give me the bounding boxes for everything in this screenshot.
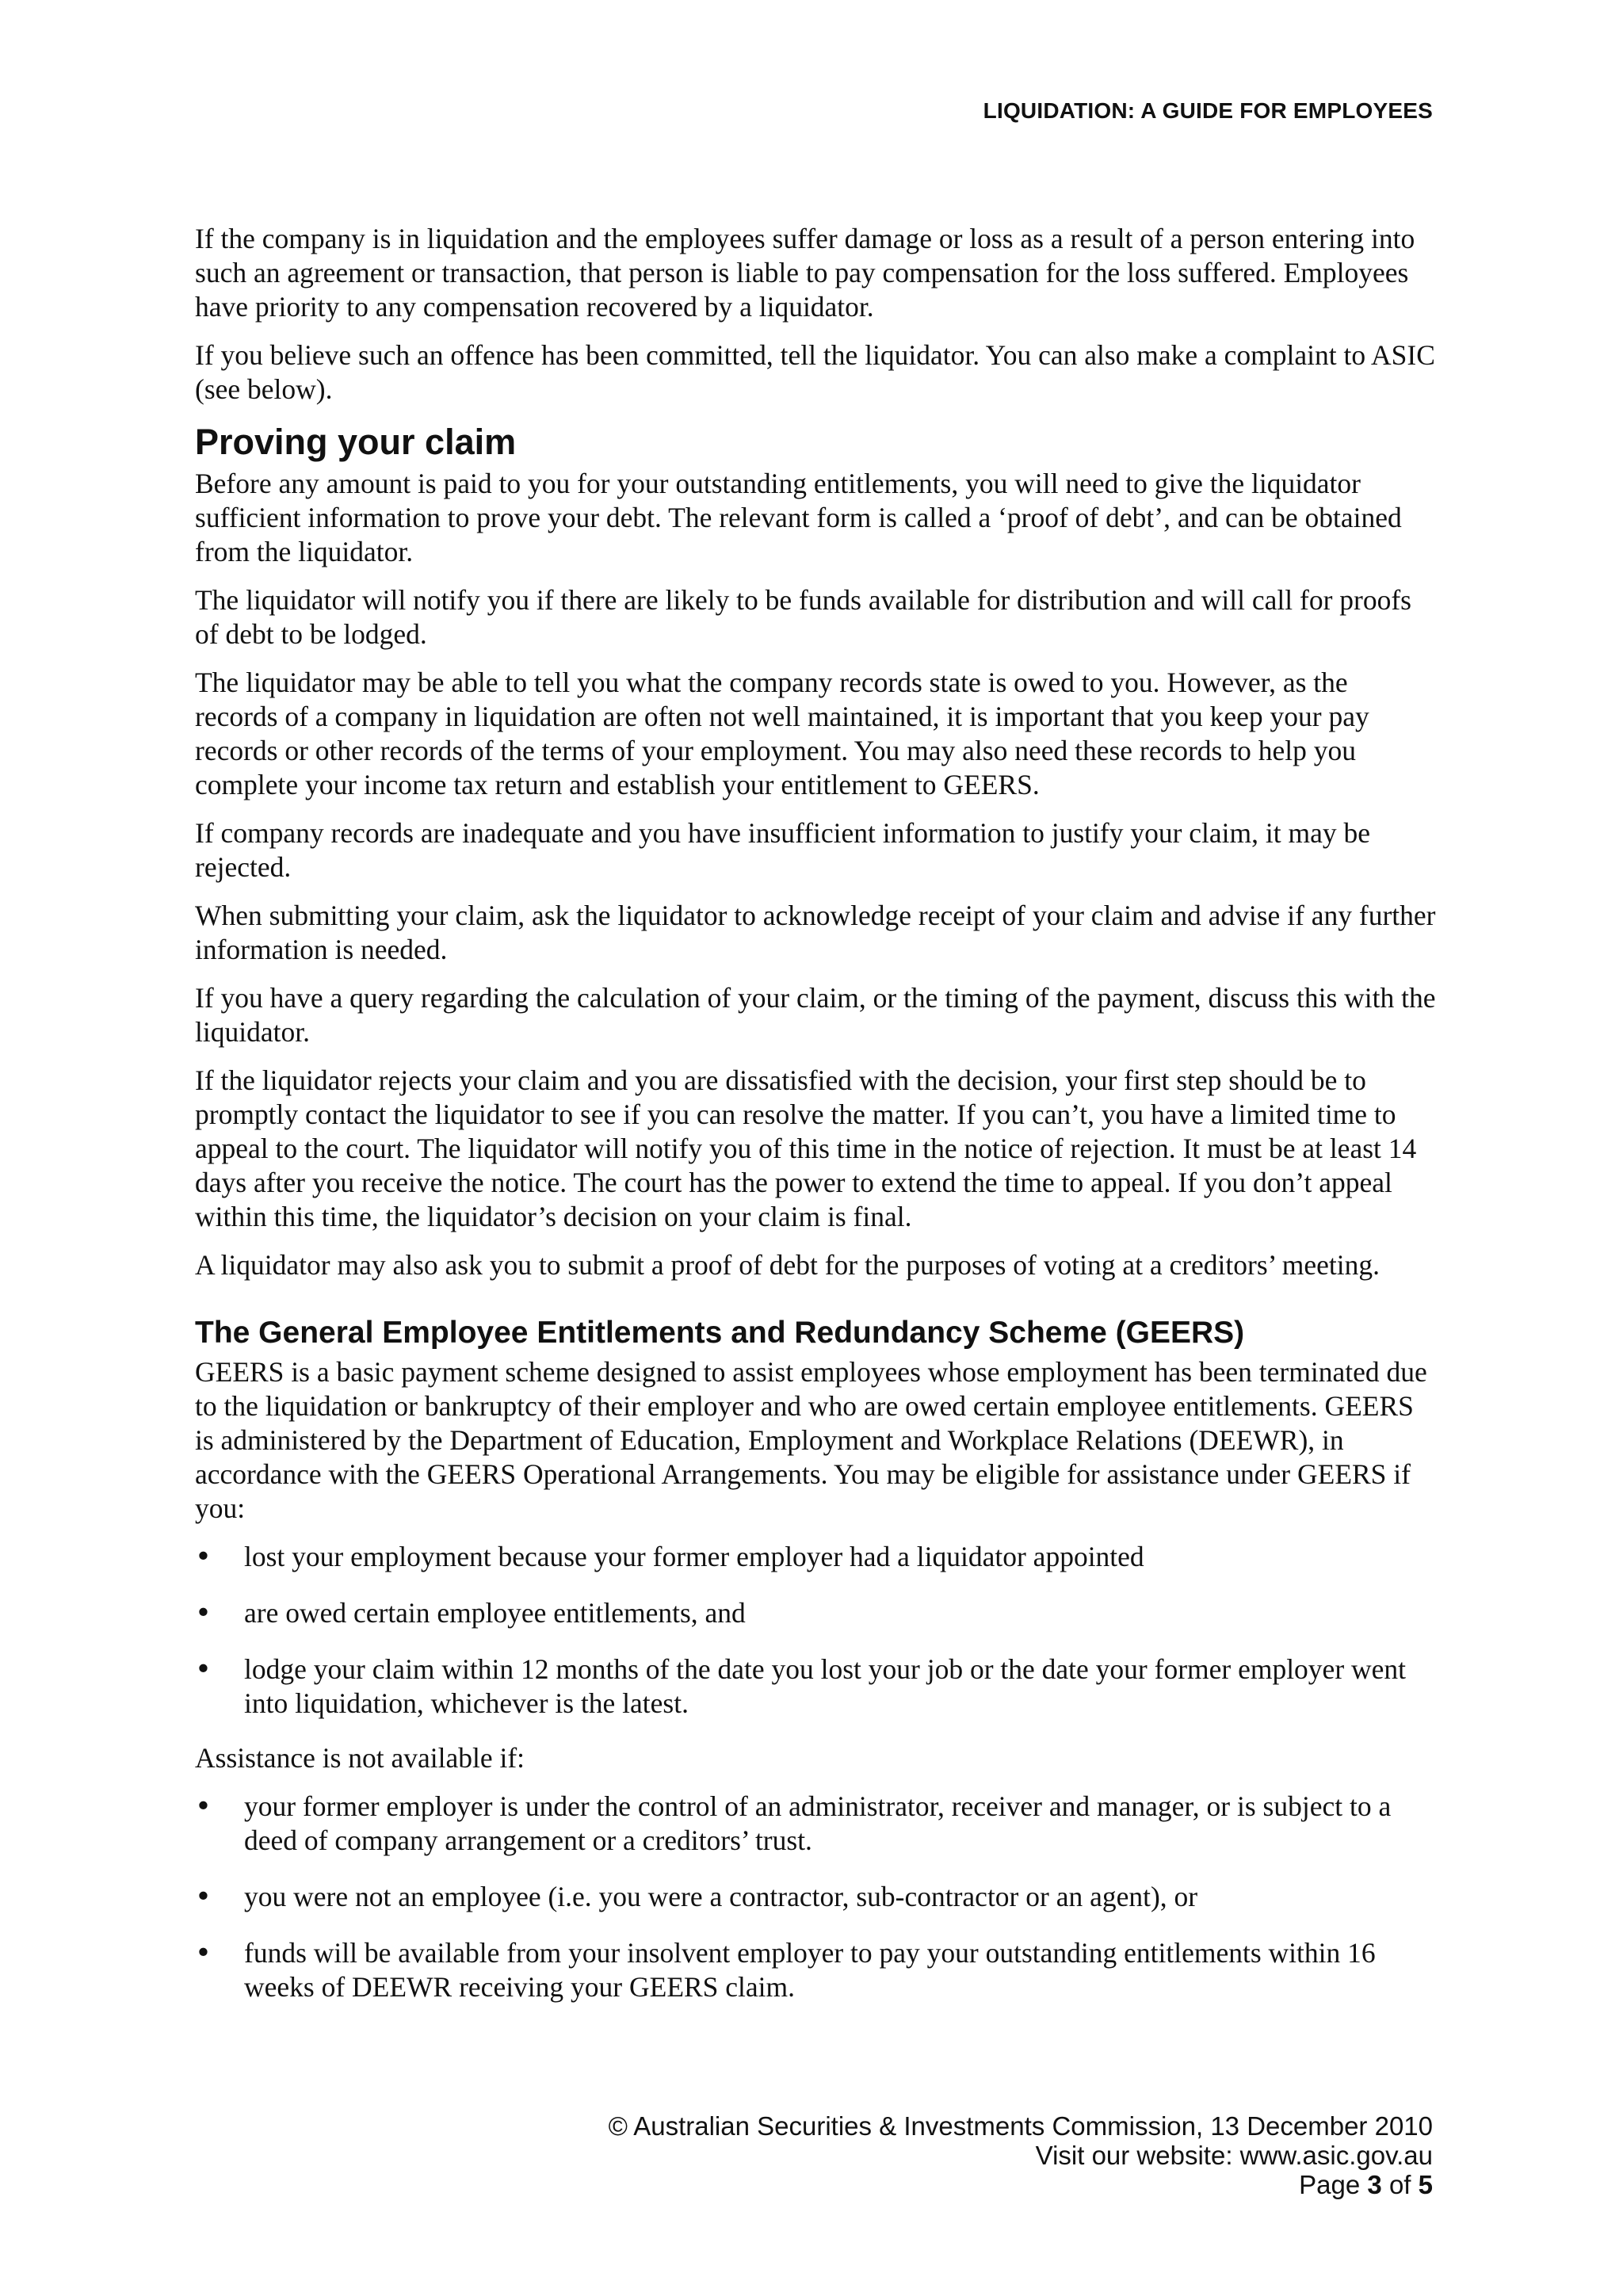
list-item-text: your former employer is under the control of an administrator, receiver and manager, or is subject to a deed of company arrangement or a creditors’ trust.: [244, 1790, 1392, 1856]
bullet-icon: •: [195, 1653, 212, 1686]
bullet-icon: •: [195, 1597, 212, 1629]
page-total: 5: [1418, 2170, 1433, 2199]
paragraph: When submitting your claim, ask the liquidator to acknowledge receipt of your claim and advise if any further information is needed.: [195, 900, 1436, 965]
list-item: [195, 1540, 1436, 1574]
list-item: [195, 1936, 1436, 2004]
list-item-text: lost your employment because your former employer had a liquidator appointed: [244, 1541, 1144, 1572]
list-item-text: funds will be available from your insolvent employer to pay your outstanding entitlements within 16 weeks of DEEWR receiving your GEERS claim.: [244, 1937, 1376, 2003]
paragraph: The liquidator will notify you if there are likely to be funds available for distribution and will call for proofs of debt to be lodged.: [195, 584, 1411, 650]
subsection-heading-geers: The General Employee Entitlements and Redundancy Scheme (GEERS): [195, 1316, 1245, 1350]
paragraph: GEERS is a basic payment scheme designed to assist employees whose employment has been terminated due to the liquidation or bankruptcy of their employer and who are owed certain employee entitlements. GEERS is administered by the Department of Education, Employment and Workplace Relations (DEEWR), in accordance with the GEERS Operational Arrangements. You may be eligible for assistance under GEERS if you:: [195, 1356, 1427, 1524]
paragraph: If you believe such an offence has been committed, tell the liquidator. You can also make a complaint to ASIC (see below).: [195, 339, 1435, 405]
running-header: LIQUIDATION: A GUIDE FOR EMPLOYEES: [983, 98, 1433, 123]
document-body: [195, 222, 1436, 2025]
paragraph: If the liquidator rejects your claim and you are dissatisfied with the decision, your first step should be to promptly contact the liquidator to see if you can resolve the matter. If you can’t, you have a limited time to appeal to the court. The liquidator will notify you of this time in the notice of rejection. It must be at least 14 days after you receive the notice. The court has the power to extend the time to appeal. If you don’t appeal within this time, the liquidator’s decision on your claim is final.: [195, 1064, 1417, 1232]
exclusions-list: [195, 1790, 1436, 2004]
eligibility-list: [195, 1540, 1436, 1721]
list-item: [195, 1596, 1436, 1630]
paragraph: A liquidator may also ask you to submit a proof of debt for the purposes of voting at a creditors’ meeting.: [195, 1249, 1380, 1281]
bullet-icon: •: [195, 1881, 212, 1913]
list-item: [195, 1790, 1436, 1858]
bullet-icon: •: [195, 1937, 212, 1969]
bullet-icon: •: [195, 1541, 212, 1573]
list-item-text: are owed certain employee entitlements, and: [244, 1597, 746, 1629]
page-footer: [609, 2111, 1433, 2199]
paragraph: If you have a query regarding the calculation of your claim, or the timing of the payment, discuss this with the liquidator.: [195, 982, 1436, 1048]
paragraph: If the company is in liquidation and the employees suffer damage or loss as a result of a person entering into such an agreement or transaction, that person is liable to pay compensation for the loss suffered. Employees have priority to any compensation recovered by a liquidator.: [195, 223, 1415, 323]
list-item-text: lodge your claim within 12 months of the date you lost your job or the date your former employer went into liquidation, whichever is the latest.: [244, 1653, 1407, 1719]
page-current: 3: [1367, 2170, 1382, 2199]
paragraph: Before any amount is paid to you for your outstanding entitlements, you will need to give the liquidator sufficient information to prove your debt. The relevant form is called a ‘proof of debt’, and can be obtained from the liquidator.: [195, 468, 1402, 567]
page-prefix: Page: [1299, 2170, 1368, 2199]
list-item: [195, 1652, 1436, 1721]
paragraph: Assistance is not available if:: [195, 1742, 525, 1774]
paragraph: If company records are inadequate and you have insufficient information to justify your claim, it may be rejected.: [195, 817, 1370, 883]
list-item-text: you were not an employee (i.e. you were a contractor, sub-contractor or an agent), or: [244, 1881, 1198, 1912]
page-of: of: [1381, 2170, 1419, 2199]
list-item: [195, 1880, 1436, 1914]
bullet-icon: •: [195, 1790, 212, 1823]
paragraph: The liquidator may be able to tell you what the company records state is owed to you. However, as the records of a company in liquidation are often not well maintained, it is important that you keep your pay records or other records of the terms of your employment. You may also need these records to help you complete your income tax return and establish your entitlement to GEERS.: [195, 667, 1369, 800]
copyright-line: © Australian Securities & Investments Commission, 13 December 2010: [608, 2111, 1433, 2141]
website-line: Visit our website: www.asic.gov.au: [1035, 2141, 1433, 2170]
section-heading-proving-your-claim: Proving your claim: [195, 422, 517, 462]
page-number-line: [609, 2170, 1433, 2199]
